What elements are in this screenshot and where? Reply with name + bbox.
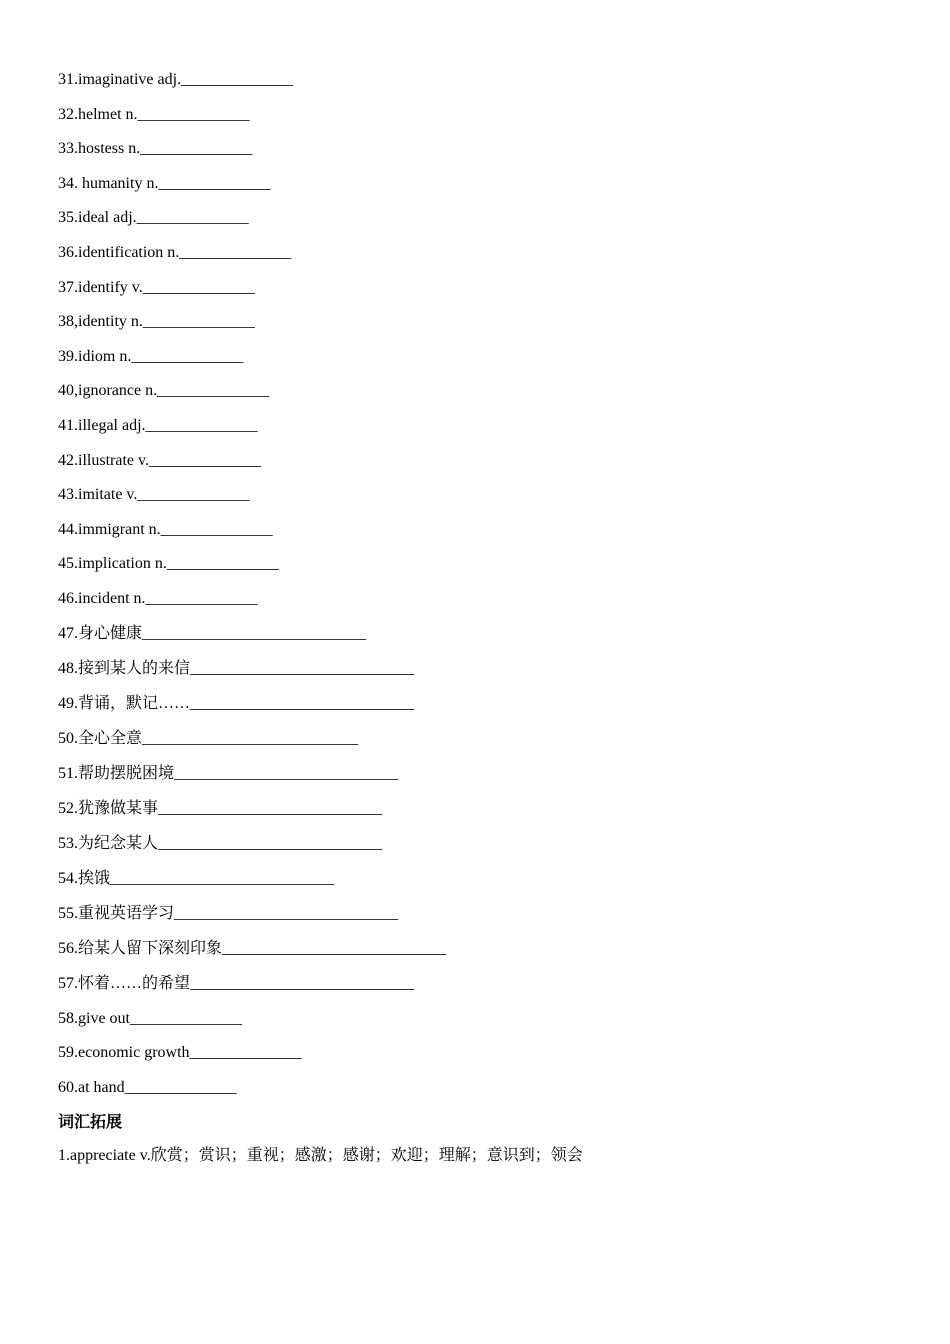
- exercise-item-56: 56.给某人留下深刻印象____________________________: [58, 939, 447, 957]
- exercise-item-43: 43.imitate v.______________: [58, 486, 250, 504]
- exercise-list: [58, 66, 898, 1108]
- exercise-item-48: 48.接到某人的来信____________________________: [58, 659, 415, 677]
- exercise-item-36: 36.identification n.______________: [58, 243, 292, 261]
- exercise-item-37: 37.identify v.______________: [58, 278, 255, 296]
- exercise-item-33: 33.hostess n.______________: [58, 140, 253, 158]
- exercise-item-46: 46.incident n.______________: [58, 589, 258, 607]
- exercise-item-49: 49.背诵，默记……____________________________: [58, 694, 415, 712]
- exercise-item-40: 40,ignorance n.______________: [58, 382, 270, 400]
- section-heading: 词汇拓展: [58, 1112, 123, 1132]
- exercise-item-42: 42.illustrate v.______________: [58, 451, 261, 469]
- exercise-item-50: 50.全心全意___________________________: [58, 729, 359, 747]
- exercise-item-57: 57.怀着……的希望____________________________: [58, 974, 415, 992]
- exercise-item-44: 44.immigrant n.______________: [58, 520, 273, 538]
- exercise-item-32: 32.helmet n.______________: [58, 105, 250, 123]
- vocab-entry: 1.appreciate v.欣赏；赏识；重视；感激；感谢；欢迎；理解；意识到；领会: [58, 1147, 583, 1165]
- exercise-item-55: 55.重视英语学习____________________________: [58, 904, 399, 922]
- exercise-item-31: 31.imaginative adj.______________: [58, 71, 294, 88]
- exercise-item-58: 58.give out______________: [58, 1009, 242, 1027]
- worksheet-page: [58, 66, 898, 1170]
- exercise-item-53: 53.为纪念某人____________________________: [58, 834, 383, 852]
- exercise-item-41: 41.illegal adj.______________: [58, 416, 258, 434]
- exercise-item-51: 51.帮助摆脱困境____________________________: [58, 764, 399, 782]
- exercise-item-54: 54.挨饿____________________________: [58, 869, 335, 887]
- exercise-item-60: 60.at hand______________: [58, 1078, 237, 1096]
- exercise-item-34: 34. humanity n.______________: [58, 174, 271, 192]
- exercise-item-38: 38,identity n.______________: [58, 313, 255, 331]
- exercise-item-59: 59.economic growth______________: [58, 1044, 302, 1062]
- exercise-item-45: 45.implication n.______________: [58, 555, 279, 573]
- exercise-item-35: 35.ideal adj.______________: [58, 209, 249, 227]
- exercise-item-39: 39.idiom n.______________: [58, 347, 244, 365]
- exercise-item-47: 47.身心健康____________________________: [58, 624, 367, 642]
- exercise-item-52: 52.犹豫做某事____________________________: [58, 799, 383, 817]
